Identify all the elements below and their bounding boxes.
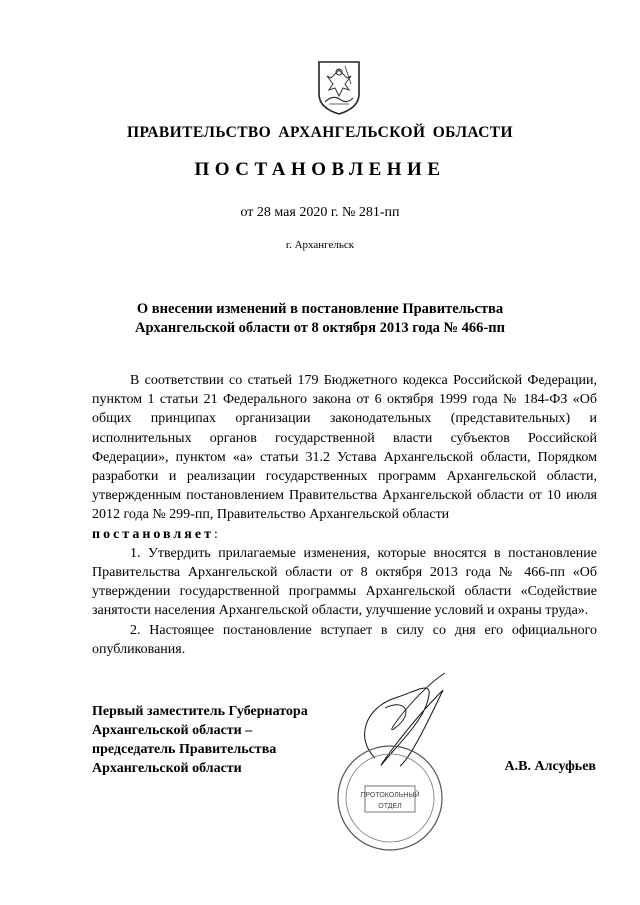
decree-colon: :: [213, 526, 218, 542]
preamble-text: В соответствии со статьей 179 Бюджетного кодекса Российской Федерации, пунктом 1 статьи 21 Федерального закона от 6 октября 1999 года № 184-ФЗ «Об общих принципах организации законодательных (представительных) и исполнительных органов государственной власти субъектов Российской Федерации», пунктом «а» статьи 31.2 Устава Архангельской области, Порядком разработки и реализации государственных программ Архангельской области, утвержденным постановлением Правительства Архангельской области от 10 июля 2012 года № 299-пп, Правительство Архангельской области: [92, 373, 597, 523]
title-line: О внесении изменений в постановление Правительства: [136, 301, 504, 317]
svg-text:ОТДЕЛ: ОТДЕЛ: [378, 803, 402, 810]
title-line: Архангельской области от 8 октября 2013 года № 466-пп: [135, 320, 505, 336]
item-2: 2. Настоящее постановление вступает в силу со дня его официального опубликования.: [92, 622, 597, 657]
coat-of-arms-icon: [315, 58, 363, 116]
signatory-name: А.В. Алсуфьев: [504, 759, 596, 774]
item-1: 1. Утвердить прилагаемые изменения, которые вносятся в постановление Правительства Архангельской области от 8 октября 2013 года № 466-пп «Об утверждении государственной программы Архангельской области «Содействие занятости населения Архангельской области, улучшение условий и охраны труда».: [92, 545, 597, 619]
document-city: г. Архангельск: [285, 239, 355, 251]
decree-word: постановляет: [92, 526, 214, 542]
official-stamp-signature: [325, 668, 455, 858]
decree-line: [92, 525, 597, 544]
signatory-position: [92, 702, 308, 778]
position-line: Первый заместитель Губернатора: [92, 704, 308, 719]
position-line: председатель Правительства: [92, 742, 277, 757]
document-type: ПОСТАНОВЛЕНИЕ: [194, 159, 446, 180]
position-line: Архангельской области: [92, 761, 242, 776]
government-name: ПРАВИТЕЛЬСТВО АРХАНГЕЛЬСКОЙ ОБЛАСТИ: [126, 124, 513, 141]
document-title: [0, 300, 640, 338]
position-line: Архангельской области –: [92, 723, 253, 738]
preamble-paragraph: [92, 371, 597, 525]
document-body: [92, 371, 597, 659]
document-date-number: от 28 мая 2020 г. № 281-пп: [240, 205, 400, 220]
svg-text:ПРОТОКОЛЬНЫЙ: ПРОТОКОЛЬНЫЙ: [360, 792, 420, 799]
